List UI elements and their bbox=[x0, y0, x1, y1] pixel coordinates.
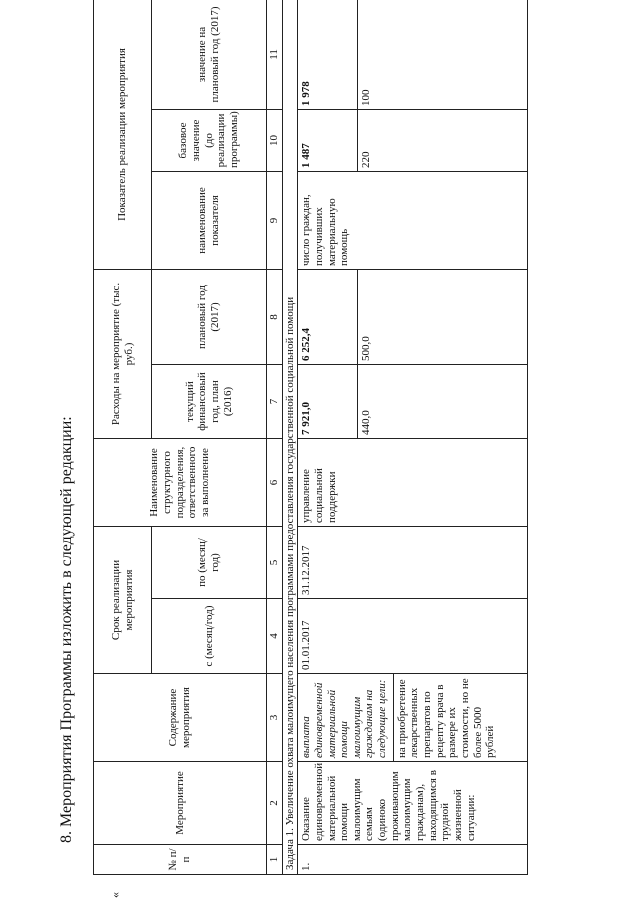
current-sub: 440,0 bbox=[357, 365, 373, 438]
header-expenses: Расходы на мероприятие (тыс. руб.) bbox=[94, 269, 152, 438]
planned-total: 6 252,4 bbox=[300, 328, 313, 361]
content-sub: на приобретение лекарственных препаратов по рецепту врача в размере их стоимости, но не более 5000 рублей bbox=[393, 674, 497, 761]
header-planned: плановый год (2017) bbox=[152, 269, 267, 364]
header-period: Срок реализации мероприятия bbox=[94, 527, 152, 674]
plan-sub: 100 bbox=[357, 0, 373, 109]
row-ind-name: число граждан, получивших материальную помощь bbox=[298, 171, 528, 269]
col-num: 4 bbox=[267, 599, 283, 674]
row-planned bbox=[298, 269, 528, 364]
col-num: 10 bbox=[267, 109, 283, 171]
row-plan-value bbox=[298, 0, 528, 109]
header-ind-name: наименование показателя bbox=[152, 171, 267, 269]
col-num: 7 bbox=[267, 365, 283, 439]
row-event: Оказание единовременной материальной помощи малоимущим семьям (одиноко проживающим малоимущим гражданам), находящимся в трудной жизненной ситуации: bbox=[298, 762, 528, 845]
row-current bbox=[298, 365, 528, 439]
row-num: 1. bbox=[298, 845, 528, 875]
header-to: по (месяц/год) bbox=[152, 527, 267, 599]
planned-sub: 500,0 bbox=[357, 270, 373, 364]
header-base: базовое значение (до реализации программы) bbox=[152, 109, 267, 171]
col-num: 3 bbox=[267, 674, 283, 762]
section-heading: 8. Мероприятия Программы изложить в следующей редакции: bbox=[58, 416, 75, 843]
table-row bbox=[298, 0, 528, 875]
header-from: с (месяц/год) bbox=[152, 599, 267, 674]
header-event: Мероприятие bbox=[94, 762, 267, 845]
header-unit: Наименование структурного подразделения, ответственного за выполнение bbox=[94, 439, 267, 527]
quote-mark: « bbox=[108, 892, 122, 898]
row-unit: управление социальной поддержки bbox=[298, 439, 528, 527]
content-main: выплата единовременной материальной помощи малоимущим гражданам на следующие цели: bbox=[300, 679, 389, 758]
row-content bbox=[298, 674, 528, 762]
header-num: № п/п bbox=[94, 845, 267, 875]
column-numbers-row bbox=[267, 0, 283, 875]
col-num: 9 bbox=[267, 171, 283, 269]
program-events-table bbox=[93, 0, 528, 875]
header-plan-value: значение на плановый год (2017) bbox=[152, 0, 267, 109]
task-row: Задача 1. Увеличение охвата малоимущего населения программами предоставления государственной социальной помощи bbox=[282, 0, 298, 875]
current-total: 7 921,0 bbox=[300, 402, 313, 435]
col-num: 6 bbox=[267, 439, 283, 527]
header-content: Содержание мероприятия bbox=[94, 674, 267, 762]
row-to: 31.12.2017 bbox=[298, 527, 528, 599]
base-sub: 220 bbox=[357, 110, 373, 171]
header-current: текущий финансовый год, план (2016) bbox=[152, 365, 267, 439]
col-num: 2 bbox=[267, 762, 283, 845]
col-num: 1 bbox=[267, 845, 283, 875]
row-base bbox=[298, 109, 528, 171]
plan-total: 1 978 bbox=[300, 81, 313, 106]
col-num: 11 bbox=[267, 0, 283, 109]
col-num: 5 bbox=[267, 527, 283, 599]
base-total: 1 487 bbox=[300, 143, 313, 168]
row-from: 01.01.2017 bbox=[298, 599, 528, 674]
col-num: 8 bbox=[267, 269, 283, 364]
header-indicator: Показатель реализации мероприятия bbox=[94, 0, 152, 269]
